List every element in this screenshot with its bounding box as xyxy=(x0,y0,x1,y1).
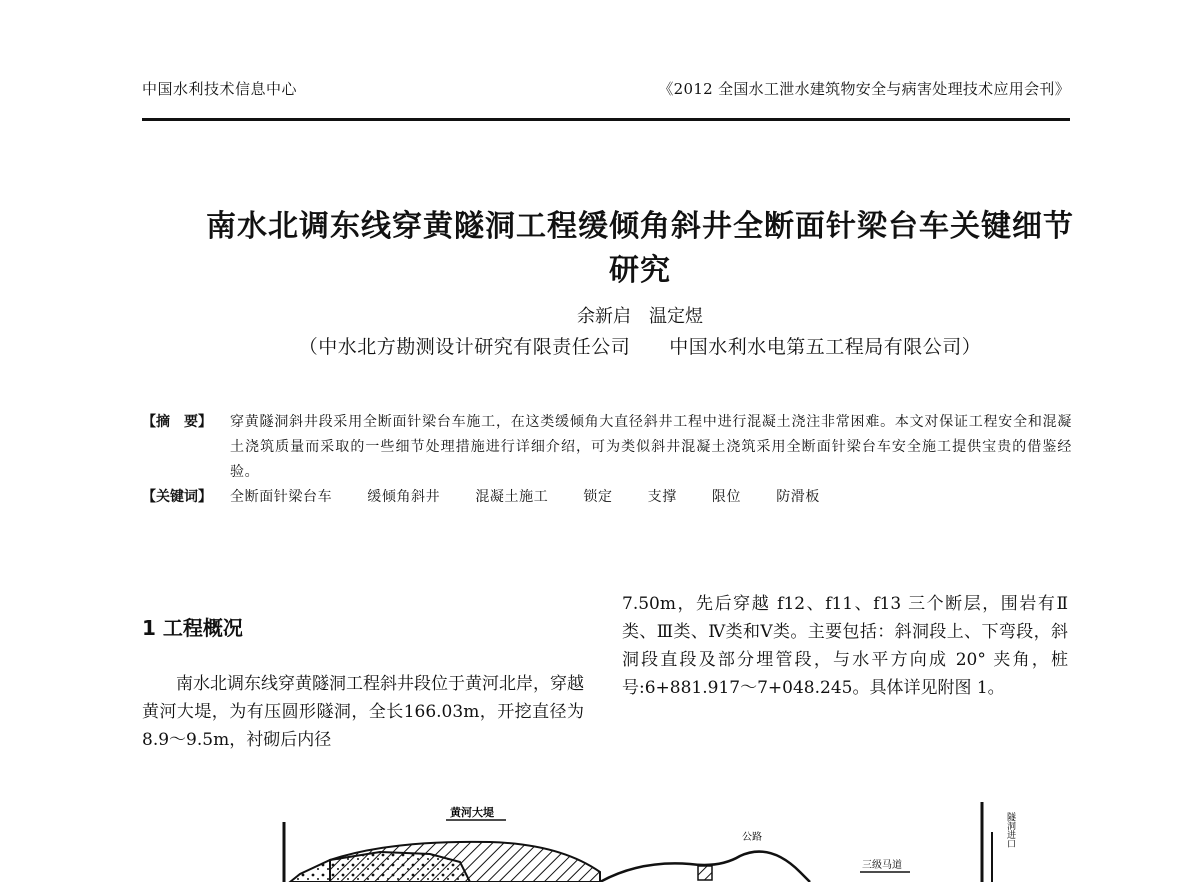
dike-hatch xyxy=(330,842,600,882)
keyword: 混凝土施工 xyxy=(475,489,549,505)
figure-label-dike: 黄河大堤 xyxy=(450,806,494,819)
abstract-label: 【摘 要】 xyxy=(142,414,212,430)
keyword: 支撑 xyxy=(647,489,677,505)
figure-label-side: 隧洞进口 xyxy=(1005,812,1015,848)
tunnel-profile-figure xyxy=(270,782,1030,882)
abstract-block xyxy=(142,410,1072,510)
keywords-label: 【关键词】 xyxy=(142,489,212,505)
authors: 余新启 温定煜 xyxy=(577,306,703,327)
keyword: 防滑板 xyxy=(776,489,820,505)
keyword: 限位 xyxy=(711,489,742,505)
keyword: 缓倾角斜井 xyxy=(367,489,441,505)
keyword: 锁定 xyxy=(583,489,613,505)
running-header-left: 中国水利技术信息中心 xyxy=(142,80,298,98)
hatched-block xyxy=(698,866,712,880)
affiliations: （中水北方勘测设计研究有限责任公司 中国水利水电第五工程局有限公司） xyxy=(298,336,982,358)
abstract-row xyxy=(142,410,1072,485)
figure-label-mid: 三级马道 xyxy=(862,860,902,871)
section-heading: 1 工程概况 xyxy=(142,616,243,640)
body-paragraph-right: 7.50m，先后穿越 f12、f11、f13 三个断层，围岩有Ⅱ类、Ⅲ类、Ⅳ类和Ⅴ类。主要包括：斜洞段上、下弯段，斜洞段直段及部分埋管段，与水平方向成 20° 夹角，桩号:6+881.917～7+048.245。具体详见附图 1。 xyxy=(622,594,1068,698)
body-paragraph-left: 南水北调东线穿黄隧洞工程斜井段位于黄河北岸，穿越黄河大堤，为有压圆形隧洞，全长166.03m，开挖直径为 8.9～9.5m，衬砌后内径 xyxy=(142,674,584,750)
abstract-text: 穿黄隧洞斜井段采用全断面针梁台车施工，在这类缓倾角大直径斜井工程中进行混凝土浇注非常困难。本文对保证工程安全和混凝土浇筑质量而采取的一些细节处理措施进行详细介绍，可为类似斜井混凝土浇筑采用全断面针梁台车安全施工提供宝贵的借鉴经验。 xyxy=(230,414,1072,480)
keywords-row xyxy=(142,485,1072,510)
paper-title: 南水北调东线穿黄隧洞工程缓倾角斜井全断面针梁台车关键细节研究 xyxy=(206,209,1074,288)
figure-label-top: 公路 xyxy=(742,832,762,843)
running-header-right: 《2012 全国水工泄水建筑物安全与病害处理技术应用会刊》 xyxy=(658,80,1070,98)
keywords-list xyxy=(230,485,1072,510)
header-rule xyxy=(142,118,1070,121)
keyword: 全断面针梁台车 xyxy=(230,489,333,505)
